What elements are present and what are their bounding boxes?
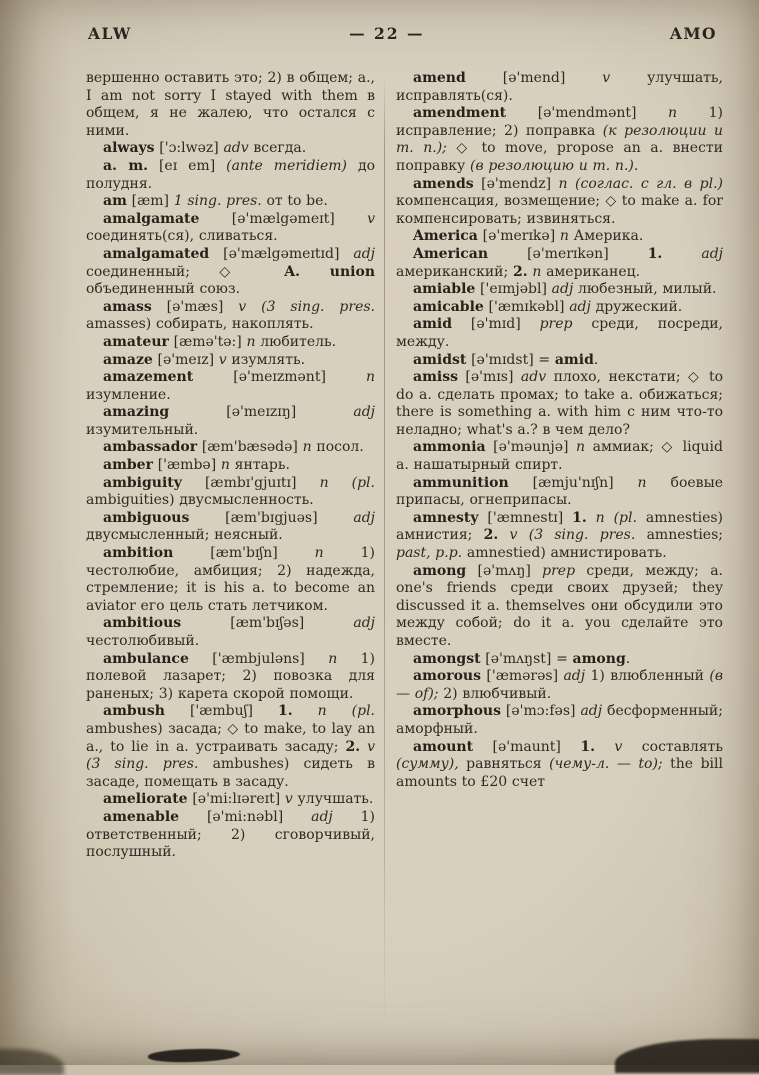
entry-text: amnesties) амнистия;	[396, 509, 724, 544]
entry-amnesty	[396, 510, 723, 563]
entry-amidst	[396, 352, 723, 370]
entry-amorphous	[396, 703, 723, 738]
grammar-label: n (pl.	[319, 474, 375, 491]
headword: amends	[413, 175, 474, 192]
entry-text: 1.	[277, 703, 293, 720]
entry-text: посол.	[311, 439, 364, 456]
entry-text: до полудня.	[86, 157, 375, 192]
entry-text: [æm]	[126, 193, 174, 210]
grammar-label: adj	[311, 808, 333, 825]
entry-text: соединенный; ◇	[86, 263, 285, 280]
entry-amazement	[86, 369, 375, 404]
entry-text: amnestied) амнистировать.	[462, 545, 667, 562]
grammar-label: adj	[353, 245, 375, 262]
guide-word-right: AMO	[669, 24, 717, 43]
entry-text: всегда.	[248, 140, 307, 157]
entry-amendment	[396, 105, 723, 175]
headword: amiss	[413, 369, 458, 386]
entry-text: плохо, некстати; ◇ to do a. сделать промах; to take a. обижаться; there is something a. with him с ним что-то неладно; what's a.? в чем дело?	[396, 369, 723, 438]
headword: amiable	[413, 281, 476, 298]
grammar-label: (чему-л. — to);	[549, 756, 663, 773]
headword: am	[103, 193, 127, 210]
entry-text: the bill amounts to £20 счет	[396, 756, 723, 790]
entry-am	[86, 193, 375, 211]
headword: always	[103, 140, 155, 157]
entry-ameliorate	[86, 791, 375, 809]
entry-amass	[86, 299, 375, 334]
entry-text: .	[625, 650, 631, 667]
entry-text: объединенный союз.	[86, 281, 241, 298]
headword: ambulance	[103, 650, 189, 667]
entry-text: [ə'meɪz]	[152, 351, 219, 368]
entry-text: среди, посреди, между.	[396, 316, 723, 350]
guide-word-left: ALW	[88, 24, 132, 43]
left-column	[86, 70, 375, 1037]
grammar-label: n	[328, 650, 338, 667]
entry-text: американец.	[541, 263, 641, 280]
entry-american	[396, 246, 723, 281]
entry-text: Америка.	[568, 228, 644, 245]
headword: amalgamated	[103, 245, 210, 262]
entry-text: ambushes) сидеть в засаде, помещать в засаду.	[86, 756, 375, 790]
entry-amid	[396, 316, 723, 351]
entry-text: [ə'merɪkən]	[488, 245, 648, 262]
grammar-label: v	[284, 791, 293, 808]
headword: amazing	[103, 404, 170, 421]
grammar-label: v (3 sing. pres.	[509, 527, 636, 544]
entry-text: [æm'bæsədə]	[197, 439, 303, 456]
grammar-label: (сумму),	[396, 756, 459, 773]
grammar-label: (ante meridiem)	[226, 157, 347, 174]
grammar-label: adj	[353, 509, 375, 526]
corner-shadow	[0, 1049, 64, 1075]
entry-text: 1.	[647, 245, 663, 262]
entry-text: [ə'mʌŋ]	[466, 562, 543, 579]
grammar-label: adj	[551, 281, 574, 298]
entry-amongst	[396, 651, 723, 669]
grammar-label: adj	[563, 668, 586, 685]
grammar-label: n	[365, 369, 375, 386]
entry-text: [ə'mɪdst] =	[466, 351, 555, 368]
entry-ammunition	[396, 475, 723, 510]
entry-text	[498, 527, 509, 543]
ink-smudge	[148, 1047, 240, 1063]
headword: amorphous	[413, 703, 501, 720]
grammar-label: n (pl.	[317, 703, 375, 720]
entry-text: 1) полевой лазарет; 2) повозка для раненых; 3) карета скорой помощи.	[86, 650, 376, 702]
entry-text: ['æmɪkəbl]	[483, 298, 570, 315]
entry-ambition	[86, 545, 375, 615]
entry-amiable	[396, 281, 723, 299]
entry-text: [ə'mʌŋst] =	[480, 650, 573, 667]
entry-text: боевые припасы, огнеприпасы.	[396, 474, 723, 509]
entry-text: amnesties;	[635, 527, 723, 544]
entry-text: 1) ответственный; 2) сговорчивый, послушный.	[86, 808, 375, 861]
headword: ammonia	[413, 439, 486, 456]
entry-text: [æm'bɪʃn]	[173, 545, 315, 562]
grammar-label: n	[314, 545, 324, 562]
headword: ambitious	[103, 615, 182, 632]
grammar-label: v	[602, 70, 611, 86]
entry-ammonia	[396, 439, 723, 474]
headword: ambiguous	[103, 509, 190, 526]
entry-text: [æmbɪ'gjuɪtɪ]	[181, 474, 320, 491]
headword: amalgamate	[103, 210, 200, 227]
headword: ambiguity	[103, 474, 182, 491]
entry-ambitious	[86, 615, 375, 650]
grammar-label: adj	[580, 703, 603, 720]
entry-amiss	[396, 369, 723, 439]
entry-text: аммиак; ◇ liquid a. нашатырный спирт.	[396, 439, 723, 474]
headword: amidst	[413, 351, 467, 368]
entry-text: ['æmnestɪ]	[478, 509, 573, 526]
headword: amid	[413, 316, 452, 333]
entry-text: ['ɔ:lwəz]	[154, 140, 224, 157]
grammar-label: (в — of);	[396, 668, 723, 702]
entry-text: бесформенный; аморфный.	[396, 703, 723, 737]
grammar-label: n	[559, 228, 569, 245]
entry-text: компенсация, возмещение; ◇ to make a. for компенсировать; извиняться.	[396, 193, 723, 227]
entry-text	[587, 510, 596, 526]
entry-amaze	[86, 352, 375, 370]
grammar-label: v	[218, 351, 227, 368]
entry-text: 1) честолюбие, амбиция; 2) надежда, стремление; it is his a. to become an aviator его цель стать летчиком.	[86, 545, 375, 614]
headword: amendment	[413, 105, 507, 122]
entry-text: любезный, милый.	[573, 281, 717, 298]
grammar-label: adv	[223, 140, 249, 157]
grammar-label: v (3 sing. pres.	[238, 298, 375, 315]
headword: ambition	[103, 545, 174, 562]
entry-text: ['eɪmjəbl]	[475, 281, 552, 298]
grammar-label: adj	[701, 245, 723, 262]
entry-text: составлять	[622, 738, 723, 755]
entry-text: [ə'mi:lɪəreɪt]	[187, 791, 285, 808]
entry-text: 1.	[580, 738, 595, 755]
headword: amorous	[413, 668, 481, 685]
entry-text	[293, 703, 318, 719]
entry-amalgamate	[86, 211, 375, 246]
entry-amber	[86, 457, 375, 475]
grammar-label: v	[367, 210, 375, 227]
entry-text: [ə'mælgəmeɪt]	[199, 210, 368, 227]
entry-text: изумление.	[86, 386, 171, 403]
entry-text: соединять(ся), сливаться.	[86, 228, 278, 245]
headword: amnesty	[413, 509, 479, 526]
entry-text: 2.	[483, 527, 499, 544]
grammar-label: n (pl.	[595, 509, 637, 526]
grammar-label: adv	[520, 369, 547, 386]
grammar-label: (к резолюции и т. п.);	[396, 122, 723, 157]
entry-text: 2.	[345, 738, 361, 755]
grammar-label: n	[532, 263, 542, 280]
grammar-label: n	[302, 439, 312, 456]
entry-text: [ə'mælgəmeɪtɪd]	[209, 245, 354, 262]
entry-text: 1.	[572, 509, 587, 526]
entry-ambassador	[86, 439, 375, 457]
grammar-label: past, p.p.	[396, 545, 463, 562]
entry-text: изумительный.	[86, 421, 199, 438]
grammar-label: n	[637, 474, 647, 491]
entry-text: равняться	[458, 756, 550, 773]
entry-text: ['æmbuʃ]	[164, 703, 278, 720]
entry-amateur	[86, 334, 375, 352]
entry-text: [ə'merɪkə]	[477, 228, 560, 245]
entry-text: amid	[554, 351, 594, 368]
entry-amorous	[396, 668, 723, 703]
entry-always	[86, 140, 375, 158]
entry-amazing	[86, 404, 375, 439]
entry-text: 2.	[512, 263, 528, 280]
grammar-label: prep	[539, 316, 573, 333]
page-number: — 22 —	[349, 24, 425, 43]
grammar-label: n	[668, 105, 678, 122]
entry-text: [ə'mɪs]	[457, 369, 521, 386]
entry-text: любитель.	[255, 333, 337, 350]
entry-text: ['æmərəs]	[481, 668, 564, 685]
entry-text: ambiguities) двусмысленность.	[86, 492, 314, 509]
headword: American	[413, 245, 489, 262]
entry-text: улучшать.	[292, 791, 374, 808]
entry-text: [ə'mæs]	[151, 298, 239, 315]
headword: ammunition	[413, 474, 509, 491]
entry-text: от to be.	[261, 193, 328, 210]
headword: amongst	[413, 650, 481, 667]
grammar-label: prep	[542, 562, 576, 579]
entry-ambiguity	[86, 475, 375, 510]
grammar-label: adj	[353, 404, 375, 421]
right-column	[396, 70, 723, 1037]
headword: a. m.	[103, 157, 149, 174]
entry-text: [ə'məunjə]	[485, 439, 577, 456]
grammar-label: n	[220, 457, 230, 474]
grammar-label: 1 sing. pres.	[173, 193, 262, 210]
headword: America	[413, 228, 478, 245]
entry-text: 1) влюбленный	[585, 668, 710, 685]
entry-amenable	[86, 809, 375, 862]
entry-text: amasses) собирать, накоплять.	[86, 316, 314, 333]
grammar-label: adj	[569, 298, 591, 315]
entry-text	[595, 739, 614, 755]
entry-text: [ə'mɔ:fəs]	[500, 703, 581, 720]
entry-ambush	[86, 703, 375, 791]
entry-text: [ə'mendmənt]	[506, 105, 669, 122]
headword: amateur	[103, 333, 169, 350]
headword: amazement	[103, 369, 194, 386]
headword: amaze	[103, 351, 153, 368]
entry-text: честолюбивый.	[86, 633, 200, 649]
entry-text: A. union	[284, 263, 375, 280]
entry-ambiguous	[86, 510, 375, 545]
entry-amalgamated	[86, 246, 375, 299]
entry-text: двусмысленный; неясный.	[86, 527, 283, 544]
text-columns	[86, 70, 723, 1037]
entry-text: [ə'mendz]	[473, 175, 559, 192]
entry-text: [ə'meɪzɪŋ]	[169, 404, 354, 421]
headword: among	[413, 562, 467, 579]
entry-amends	[396, 176, 723, 229]
entry-text: дружеский.	[590, 298, 683, 315]
entry-a-m	[86, 158, 375, 193]
entry-text: [æm'bɪʃəs]	[181, 615, 354, 632]
entry-text: [ə'mend]	[465, 70, 603, 86]
entry-text: [ə'maunt]	[473, 738, 581, 755]
entry-text: ['æmbjuləns]	[188, 650, 329, 667]
entry-text: янтарь.	[229, 457, 290, 474]
entry-text: [eɪ em]	[148, 157, 227, 174]
entry-amicable	[396, 299, 723, 317]
entry-text: американский;	[396, 263, 513, 280]
entry-text: ambushes) засада; ◇ to make, to lay an a., to lie in a. устраивать засаду;	[86, 720, 375, 755]
entry-text: среди, между; a. one's friends среди своих друзей; they discussed it a. themselves они обсудили это между собой; do it a. you сделайте это вместе.	[396, 562, 723, 649]
grammar-label: v (3 sing. pres.	[86, 738, 376, 773]
entry-text	[662, 246, 701, 262]
grammar-label: (в резолюцию и т. п.).	[470, 157, 639, 174]
grammar-label: v	[614, 738, 623, 755]
entry-text: [ə'mi:nəbl]	[179, 808, 312, 825]
page-header	[88, 24, 717, 43]
entry-text: 1) исправление; 2) поправка	[396, 105, 723, 139]
column-divider	[384, 74, 385, 1037]
headword: amend	[413, 70, 466, 86]
entry-among	[396, 563, 723, 651]
entry-ambulance	[86, 651, 375, 704]
entry-text: [æmə'tə:]	[168, 333, 247, 350]
entry-text: 2) влюбчивый.	[438, 685, 552, 702]
headword: amicable	[413, 298, 484, 315]
grammar-label: n	[576, 439, 586, 456]
corner-ink-stain	[615, 1039, 759, 1073]
headword: amenable	[103, 808, 180, 825]
headword: amount	[413, 738, 474, 755]
entry-text: .	[593, 351, 599, 368]
headword: ambassador	[103, 439, 198, 456]
entry-text: ◇ to move, propose an a. внести поправку	[396, 140, 723, 174]
headword: ameliorate	[103, 791, 188, 808]
headword: amass	[103, 298, 152, 315]
entry-text: ['æmbə]	[152, 457, 221, 474]
entry-text: [æm'bɪgjuəs]	[189, 509, 354, 526]
entry-text: among	[572, 650, 626, 667]
entry-amend	[396, 70, 723, 105]
entry-text: улучшать, исправлять(ся).	[396, 70, 723, 104]
headword: amber	[103, 457, 153, 474]
grammar-label: adj	[353, 615, 375, 632]
entry-amount	[396, 739, 723, 792]
entry-text: изумлять.	[226, 351, 306, 368]
entry-continuation	[86, 70, 375, 140]
headword: ambush	[103, 703, 165, 720]
entry-text: [æmju'nɪʃn]	[508, 474, 638, 491]
entry-text: [ə'mɪd]	[452, 316, 540, 333]
entry-text: [ə'meɪzmənt]	[193, 369, 366, 386]
entry-text: вершенно оставить это; 2) в общем; a., I am not sorry I stayed with them в общем, я не жалею, что остался с ними.	[86, 70, 375, 139]
grammar-label: n	[246, 333, 256, 350]
grammar-label: n (соглас. с гл. в pl.)	[558, 175, 723, 192]
entry-america	[396, 228, 723, 246]
